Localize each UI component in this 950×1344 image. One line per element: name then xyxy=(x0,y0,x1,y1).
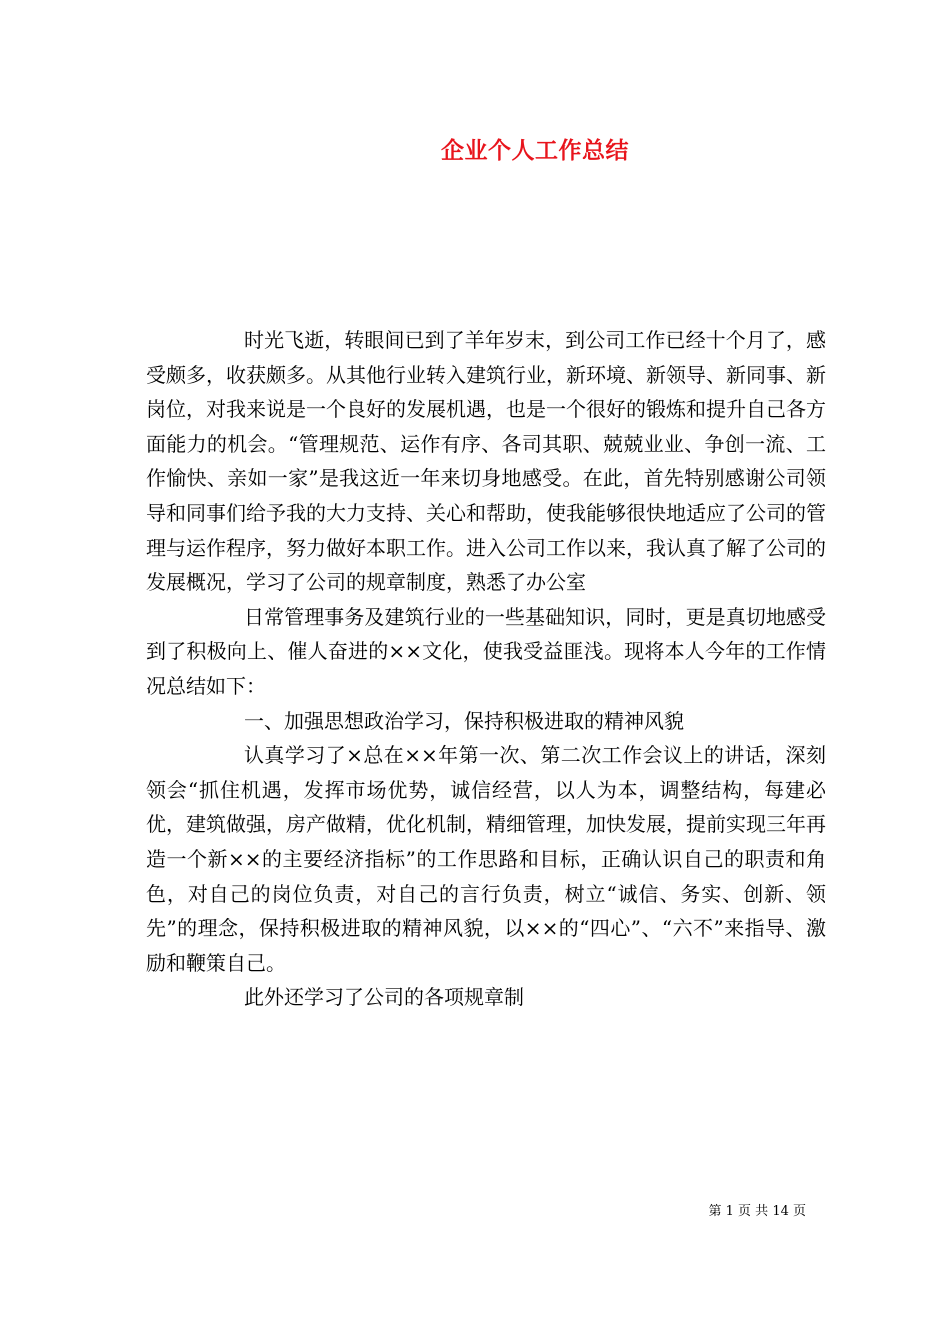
section-heading-1: 一、加强思想政治学习，保持积极进取的精神风貌 xyxy=(244,708,684,733)
paragraph-2: 日常管理事务及建筑行业的一些基础知识，同时，更是真切地感受到了积极向上、催人奋进的××文化，使我受益匪浅。现将本人今年的工作情况总结如下： xyxy=(146,604,826,698)
paragraph-1: 时光飞逝，转眼间已到了羊年岁末，到公司工作已经十个月了，感受颇多，收获颇多。从其他行业转入建筑行业，新环境、新领导、新同事、新岗位，对我来说是一个良好的发展机遇，也是一个很好的锻炼和提升自己各方面能力的机会。“管理规范、运作有序、各司其职、兢兢业业、争创一流、工作愉快、亲如一家”是我这近一年来切身地感受。在此，首先特别感谢公司领导和同事们给予我的大力支持、关心和帮助，使我能够很快地适应了公司的管理与运作程序，努力做好本职工作。进入公司工作以来，我认真了解了公司的发展概况，学习了公司的规章制度，熟悉了办公室 xyxy=(146,328,826,595)
document-body xyxy=(146,323,826,1015)
paragraph-3: 认真学习了×总在××年第一次、第二次工作会议上的讲话，深刻领会“抓住机遇，发挥市场优势，诚信经营，以人为本，调整结构，每建必优，建筑做强，房产做精，优化机制，精细管理，加快发展，提前实现三年再造一个新××的主要经济指标”的工作思路和目标，正确认识自己的职责和角色，对自己的岗位负责，对自己的言行负责，树立“诚信、务实、创新、领先”的理念，保持积极进取的精神风貌，以××的“四心”、“六不”来指导、激励和鞭策自己。 xyxy=(146,743,826,975)
page-number-footer: 第 1 页 共 14 页 xyxy=(708,1204,806,1219)
document-title: 企业个人工作总结 xyxy=(441,137,629,164)
paragraph-4: 此外还学习了公司的各项规章制 xyxy=(244,985,524,1010)
